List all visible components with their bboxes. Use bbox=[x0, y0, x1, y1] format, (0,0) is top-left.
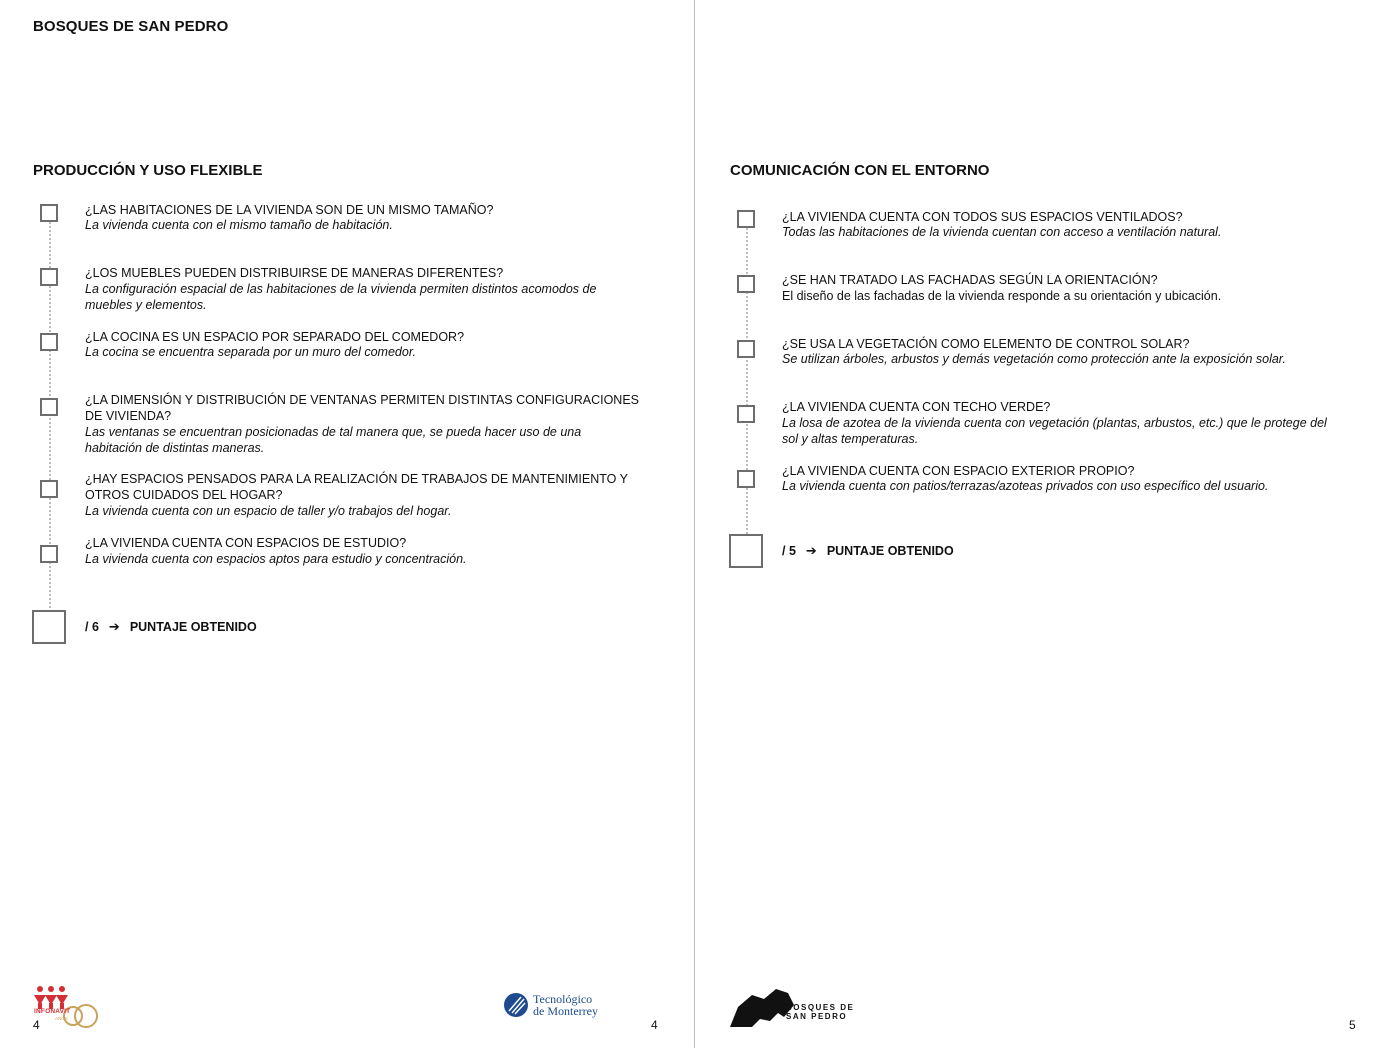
checkbox-square-icon[interactable] bbox=[40, 333, 58, 351]
infonavit-logo bbox=[33, 985, 99, 1031]
item-description: La vivienda cuenta con patios/terrazas/azoteas privados con uso específico del usuario. bbox=[782, 479, 1269, 493]
score-input-box[interactable] bbox=[32, 610, 66, 644]
item-description: Todas las habitaciones de la vivienda cuentan con acceso a ventilación natural. bbox=[782, 225, 1222, 239]
item-description: Las ventanas se encuentran posicionadas de tal manera que, se pueda hacer uso de una habitación de distintas maneras. bbox=[85, 425, 582, 455]
checkbox-square-icon[interactable] bbox=[40, 545, 58, 563]
checkbox-square-icon[interactable] bbox=[40, 398, 58, 416]
bosques-wordmark-line2: SAN PEDRO bbox=[786, 1012, 848, 1021]
item-description: La cocina se encuentra separada por un muro del comedor. bbox=[85, 345, 416, 359]
item-question: ¿LAS HABITACIONES DE LA VIVIENDA SON DE UN MISMO TAMAÑO? bbox=[85, 203, 494, 217]
score-line bbox=[782, 543, 954, 559]
checkbox-square-icon[interactable] bbox=[737, 405, 755, 423]
page-number: 5 bbox=[1349, 1018, 1356, 1032]
item-question: ¿LA DIMENSIÓN Y DISTRIBUCIÓN DE VENTANAS PERMITEN DISTINTAS CONFIGURACIONES DE VIVIENDA? bbox=[85, 393, 640, 423]
checkbox-square-icon[interactable] bbox=[737, 275, 755, 293]
item-description: La configuración espacial de las habitaciones de la vivienda permiten distintos acomodos de muebles y elementos. bbox=[85, 282, 597, 312]
checkbox-square-icon[interactable] bbox=[40, 268, 58, 286]
item-question: ¿LA VIVIENDA CUENTA CON ESPACIOS DE ESTUDIO? bbox=[85, 536, 407, 550]
score-total: / 5 bbox=[782, 544, 796, 558]
item-description: La losa de azotea de la vivienda cuenta con vegetación (plantas, arbustos, etc.) que le protege del sol y altas temperaturas. bbox=[782, 416, 1327, 446]
arrow-right-icon: ➔ bbox=[805, 543, 817, 558]
arrow-right-icon: ➔ bbox=[108, 619, 120, 634]
item-description: Se utilizan árboles, arbustos y demás vegetación como protección ante la exposición solar. bbox=[782, 352, 1286, 366]
bosques-wordmark-line1: BOSQUES DE bbox=[786, 1003, 855, 1012]
tec-monterrey-logo bbox=[503, 991, 613, 1021]
checkbox-square-icon[interactable] bbox=[737, 340, 755, 358]
tec-emblem-icon bbox=[503, 992, 529, 1018]
score-input-box[interactable] bbox=[729, 534, 763, 568]
infonavit-years-text: AÑOS bbox=[55, 1016, 68, 1021]
item-question: ¿LA VIVIENDA CUENTA CON TECHO VERDE? bbox=[782, 400, 1051, 414]
score-total: / 6 bbox=[85, 620, 99, 634]
item-question: ¿SE USA LA VEGETACIÓN COMO ELEMENTO DE CONTROL SOLAR? bbox=[782, 337, 1190, 351]
document-title: BOSQUES DE SAN PEDRO bbox=[33, 18, 229, 35]
item-question: ¿LA COCINA ES UN ESPACIO POR SEPARADO DEL COMEDOR? bbox=[85, 330, 465, 344]
item-question: ¿HAY ESPACIOS PENSADOS PARA LA REALIZACIÓN DE TRABAJOS DE MANTENIMIENTO Y OTROS CUIDADOS DEL HOGAR? bbox=[85, 472, 628, 502]
tec-wordmark-line1: Tecnológico bbox=[533, 992, 593, 1006]
checkbox-square-icon[interactable] bbox=[40, 204, 58, 222]
page-number: 4 bbox=[651, 1018, 658, 1032]
score-label: PUNTAJE OBTENIDO bbox=[826, 544, 954, 558]
item-description: La vivienda cuenta con espacios aptos para estudio y concentración. bbox=[85, 552, 467, 566]
item-question: ¿LA VIVIENDA CUENTA CON TODOS SUS ESPACIOS VENTILADOS? bbox=[782, 210, 1183, 224]
page-number: 4 bbox=[33, 1018, 40, 1032]
item-question: ¿LA VIVIENDA CUENTA CON ESPACIO EXTERIOR PROPIO? bbox=[782, 464, 1135, 478]
tec-wordmark-line2: de Monterrey bbox=[533, 1004, 598, 1018]
item-description: La vivienda cuenta con un espacio de taller y/o trabajos del hogar. bbox=[85, 504, 452, 518]
bosques-san-pedro-logo bbox=[730, 987, 860, 1029]
right-page bbox=[695, 0, 1390, 1048]
item-question: ¿SE HAN TRATADO LAS FACHADAS SEGÚN LA ORIENTACIÓN? bbox=[782, 273, 1158, 287]
checkbox-square-icon[interactable] bbox=[737, 470, 755, 488]
score-line bbox=[85, 619, 257, 635]
score-label: PUNTAJE OBTENIDO bbox=[129, 620, 257, 634]
checkbox-square-icon[interactable] bbox=[737, 210, 755, 228]
left-page bbox=[0, 0, 694, 1048]
item-description: La vivienda cuenta con el mismo tamaño de habitación. bbox=[85, 218, 393, 232]
item-description: El diseño de las fachadas de la vivienda responde a su orientación y ubicación. bbox=[782, 289, 1222, 303]
section-title-comunicacion: COMUNICACIÓN CON EL ENTORNO bbox=[730, 162, 990, 179]
item-question: ¿LOS MUEBLES PUEDEN DISTRIBUIRSE DE MANERAS DIFERENTES? bbox=[85, 266, 504, 280]
section-title-produccion: PRODUCCIÓN Y USO FLEXIBLE bbox=[33, 162, 263, 179]
checkbox-square-icon[interactable] bbox=[40, 480, 58, 498]
infonavit-wordmark: INFONAVIT bbox=[34, 1008, 71, 1015]
